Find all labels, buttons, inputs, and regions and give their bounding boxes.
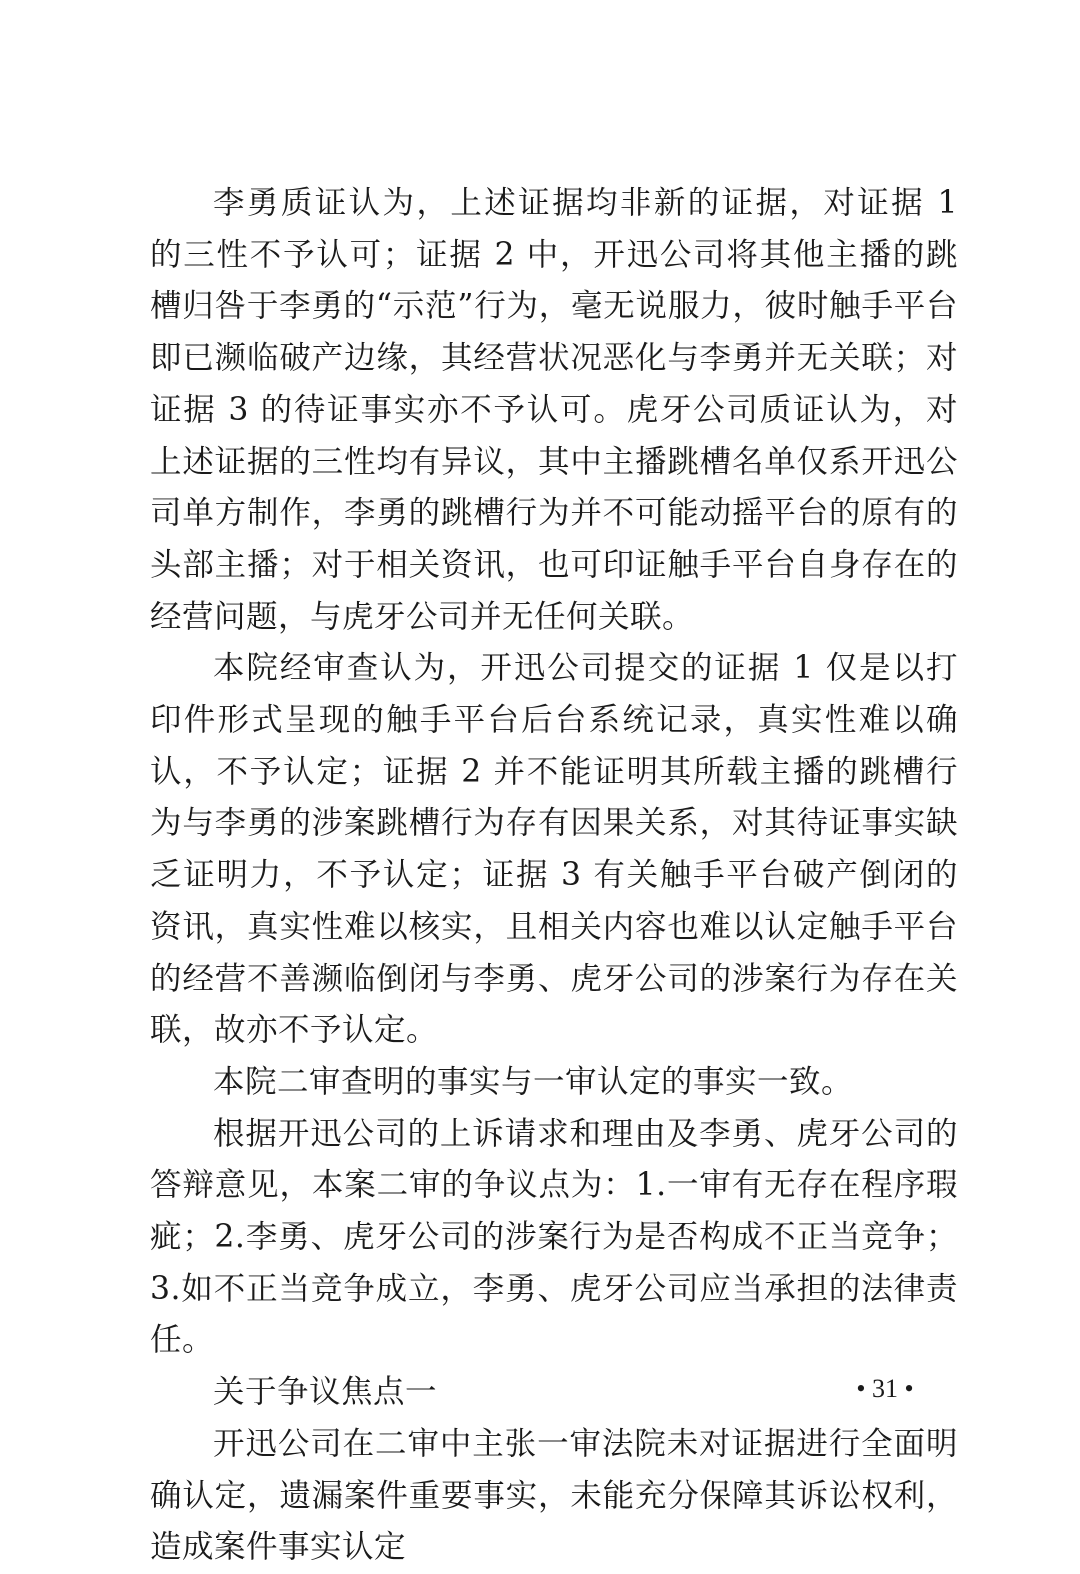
- document-body: [150, 178, 958, 1574]
- paragraph-cross-examination: 李勇质证认为，上述证据均非新的证据，对证据 1 的三性不予认可；证据 2 中，开迅公司将其他主播的跳槽归咎于李勇的“示范”行为，毫无说服力，彼时触手平台即已濒临破产边缘，其经营状况恶化与李勇并无关联；对证据 3 的待证事实亦不予认可。虎牙公司质证认为，对上述证据的三性均有异议，其中主播跳槽名单仅系开迅公司单方制作，李勇的跳槽行为并不可能动摇平台的原有的头部主播；对于相关资讯，也可印证触手平台自身存在的经营问题，与虎牙公司并无任何关联。: [150, 185, 958, 635]
- page-number: • 31 •: [856, 1374, 914, 1403]
- paragraph-dispute-points: 根据开迅公司的上诉请求和理由及李勇、虎牙公司的答辩意见，本案二审的争议点为：1.一审有无存在程序瑕疵；2.李勇、虎牙公司的涉案行为是否构成不正当竞争；3.如不正当竞争成立，李勇、虎牙公司应当承担的法律责任。: [150, 1115, 958, 1359]
- paragraph-court-review: 本院经审查认为，开迅公司提交的证据 1 仅是以打印件形式呈现的触手平台后台系统记录，真实性难以确认，不予认定；证据 2 并不能证明其所载主播的跳槽行为与李勇的涉案跳槽行为存有因果关系，对其待证事实缺乏证明力，不予认定；证据 3 有关触手平台破产倒闭的资讯，真实性难以核实，且相关内容也难以认定触手平台的经营不善濒临倒闭与李勇、虎牙公司的涉案行为存在关联，故亦不予认定。: [150, 650, 958, 1049]
- paragraph-issue-one-claim: 开迅公司在二审中主张一审法院未对证据进行全面明确认定，遗漏案件重要事实，未能充分保障其诉讼权利，造成案件事实认定: [150, 1425, 958, 1566]
- section-heading-issue-one: 关于争议焦点一: [213, 1374, 438, 1411]
- paragraph-facts-found: 本院二审查明的事实与一审认定的事实一致。: [213, 1063, 854, 1100]
